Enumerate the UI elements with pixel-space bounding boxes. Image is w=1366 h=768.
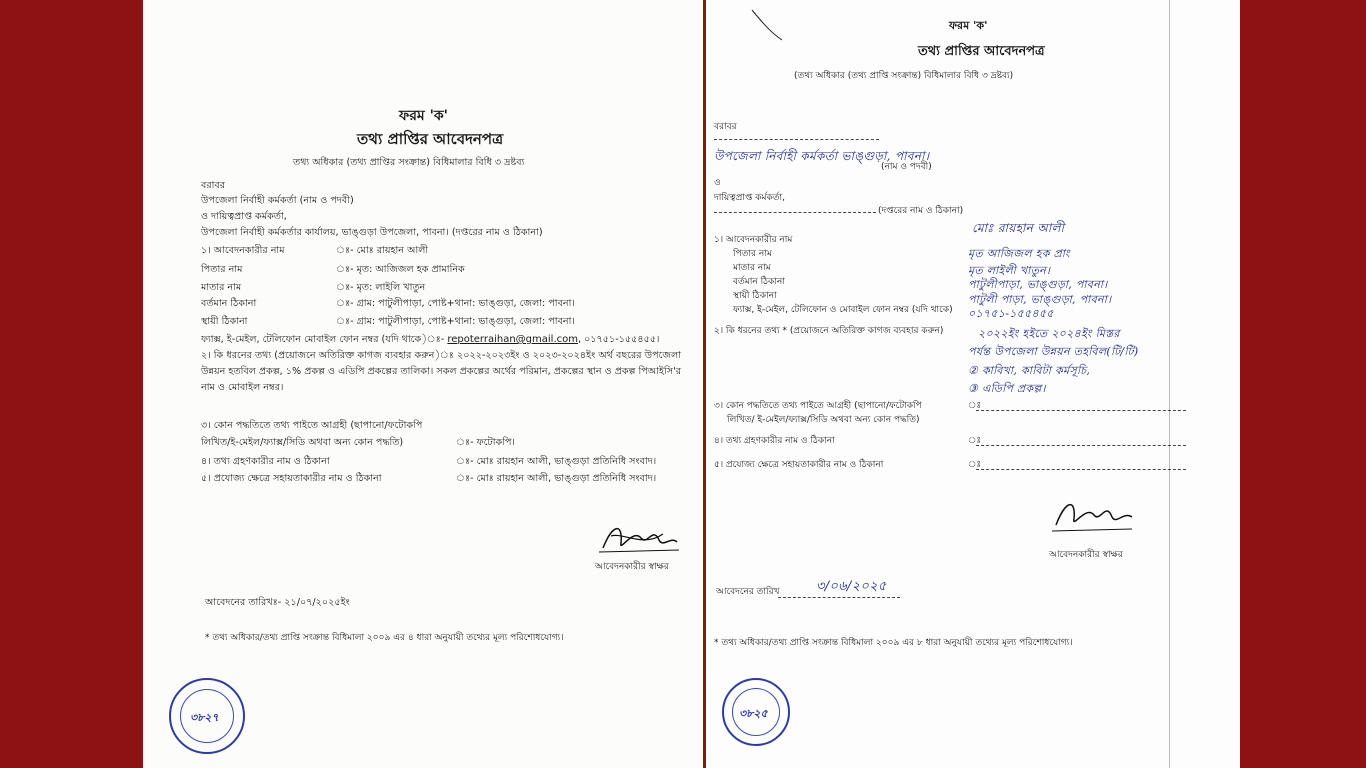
- info-handwritten-line-3: ② কাবিখা, কাবিটা কর্মসূচি,: [968, 364, 1091, 377]
- method-label-line-1: ৩। কোন পদ্ধতিতে তথ্য পাইতে আগ্রহী (ছাপানো/ফটোকপি: [201, 420, 423, 431]
- method-value: ঃ- ফটোকপি।: [456, 437, 515, 448]
- recipient-handwritten: উপজেলা নির্বাহী কর্মকর্তা ভাঙ্গুড়া, পাবনা।: [714, 149, 930, 163]
- father-name-label: পিতার নাম: [733, 249, 772, 259]
- info-handwritten-line-2: পর্যন্ত উপজেলা উন্নয়ন তহবিল(টি/টি): [968, 345, 1139, 358]
- stamp-number: ৩৮২৫: [739, 707, 768, 720]
- method-colon: ঃ: [968, 401, 982, 411]
- receiver-value: ঃ- মোঃ রায়হান আলী, ভাঙ্গুড়া প্রতিনিধি সংবাদ।: [456, 456, 657, 467]
- and-label: ও: [714, 178, 721, 188]
- signature-label: আবেদনকারীর স্বাক্ষর: [595, 562, 669, 572]
- right-application-page: [706, 0, 1240, 768]
- info-handwritten-line-1: ২০২২ইং হইতে ২০২৪ইং মিস্তর: [978, 327, 1120, 340]
- applicant-signature: [1048, 495, 1138, 537]
- mother-name-label: মাতার নাম: [201, 282, 242, 293]
- office-dotted-line: [714, 212, 876, 213]
- info-handwritten-line-4: ③ এডিপি প্রকল্প।: [968, 382, 1046, 395]
- form-title: তথ্য প্রাপ্তির আবেদনপত্র: [357, 130, 504, 148]
- recipient-line-2: ও দায়িত্বপ্রাপ্ত কর্মকর্তা,: [201, 211, 287, 222]
- form-subtitle: তথ্য অধিকার (তথ্য প্রাপ্তির সংক্রান্ত) বিধিমালার বিধি ৩ দ্রষ্টব্য: [293, 157, 525, 168]
- permanent-address-label: স্থায়ী ঠিকানা: [201, 316, 248, 327]
- receiver-dotted-line: [976, 445, 1186, 446]
- present-address-label: বর্তমান ঠিকানা: [201, 298, 257, 309]
- office-stamp: [722, 678, 790, 746]
- recipient-line-1: উপজেলা নির্বাহী কর্মকর্তা (নাম ও পদবী): [201, 195, 354, 206]
- method-label-line-2: লিখিত/ ই-মেইল/ফ্যাক্স/সিডি অথবা অন্য কোন পদ্ধতি): [727, 415, 920, 425]
- stamp-number: ৩৮২৭: [190, 711, 219, 724]
- applicant-name-value: ঃ- মোঃ রায়হান আলী: [336, 245, 429, 256]
- mother-name-handwritten: মৃত লাইলী খাতুন।: [968, 264, 1051, 277]
- present-address-label: বর্তমান ঠিকানা: [733, 277, 785, 287]
- applicant-name-handwritten: মোঃ রায়হান আলী: [972, 221, 1065, 235]
- method-label-line-1: ৩। কোন পদ্ধতিতে তথ্য পাইতে আগ্রহী (ছাপানো/ফটোকপি: [714, 401, 922, 411]
- helper-dotted-line: [976, 469, 1186, 470]
- applicant-signature: [593, 518, 683, 558]
- present-address-handwritten: পাটুলীপাড়া, ভাঙ্গুড়া, পাবনা।: [968, 278, 1108, 291]
- office-label: (দপ্তরের নাম ও ঠিকানা): [878, 206, 964, 216]
- signature-label: আবেদনকারীর স্বাক্ষর: [1049, 550, 1123, 560]
- method-dotted-line: [976, 410, 1186, 411]
- helper-colon: ঃ: [968, 460, 982, 470]
- contact-label: ফ্যাক্স, ই-মেইল, টেলিফোন ও মোবাইল ফোন নম্বর (যদি থাকে): [733, 305, 953, 315]
- receiver-colon: ঃ: [968, 436, 982, 446]
- father-name-label: পিতার নাম: [201, 264, 243, 275]
- permanent-address-value: ঃ- গ্রাম: পাটুলীপাড়া, পোষ্ট+থানা: ভাঙ্গুড়া, জেলা: পাবনা।: [336, 316, 575, 327]
- contact-handwritten: ০১৭৫১-১৫৫৪৫৫: [968, 307, 1054, 320]
- mother-name-label: মাতার নাম: [733, 263, 771, 273]
- recipient-line-3: উপজেলা নির্বাহী কর্মকর্তার কার্যালয়, ভাঙ্গুড়া উপজেলা, পাবনা। (দপ্তরের নাম ও ঠিকানা): [201, 227, 543, 238]
- to-dotted-line: [714, 139, 879, 140]
- contact-label: ফ্যাক্স, ই-মেইল, টেলিফোন মোবাইল ফোন নম্বর (যদি থাকে)ঃ-: [201, 334, 445, 345]
- receiver-label: ৪। তথ্য গ্রহণকারীর নাম ও ঠিকানা: [201, 456, 330, 467]
- info-request-paragraph: ২। কি ধরনের তথ্য (প্রয়োজনে অতিরিক্ত কাগজ ব্যবহার করুন)ঃ ২০২২-২০২৩ইং ও ২০২৩-২০২৪ইং অর্থ বছরের উপজেলা উন্নয়ন হতবিল প্রকল্প, ১% প্রকল্প ও এডিপি প্রকল্পের তালিকা। সকল প্রকল্পের অর্থের পরিমান, প্রকল্পের স্থান ও প্রকল্প পিআইসি'র নাম ও মোবাইল নম্বর।: [201, 350, 681, 393]
- application-date-handwritten: ৩/০৬/২০২৫: [816, 579, 887, 594]
- helper-label: ৫। প্রযোজ্য ক্ষেত্রে সহায়তাকারীর নাম ও ঠিকানা: [714, 460, 884, 470]
- office-stamp: [169, 678, 245, 754]
- helper-value: ঃ- মোঃ রায়হান আলী, ভাঙ্গুড়া প্রতিনিধি সংবাদ।: [456, 473, 657, 484]
- left-application-page: [143, 0, 703, 768]
- footnote: * তথ্য অধিকার/তথ্য প্রাপ্তি সংক্রান্ত বিধিমালা ২০০৯ এর ৮ ধারা অনুযায়ী তথ্যের মূল্য পরিশোধযোগ্য।: [714, 638, 1073, 648]
- footnote: * তথ্য অধিকার/তথ্য প্রাপ্তি সংক্রান্ত বিধিমালা ২০০৯ এর ৪ ধারা অনুযায়ী তথ্যের মূল্য পরিশোধযোগ্য।: [205, 633, 564, 643]
- mother-name-value: ঃ- মৃত: লাইলি খাতুন: [336, 282, 426, 293]
- form-title: তথ্য প্রাপ্তির আবেদনপত্র: [918, 44, 1045, 59]
- permanent-address-label: স্থায়ী ঠিকানা: [733, 291, 777, 301]
- applicant-name-label: ১। আবেদনকারীর নাম: [201, 245, 285, 256]
- page-fold-line: [1169, 0, 1170, 768]
- application-date-label: আবেদনের তারিখ: [716, 587, 780, 597]
- father-name-handwritten: মৃত আজিজল হক প্রাং: [968, 247, 1070, 260]
- info-type-label: ২। কি ধরনের তথ্য * (প্রয়োজনে অতিরিক্ত কাগজ ব্যবহার করুন): [714, 326, 944, 336]
- form-subtitle: (তথ্য অধিকার (তথ্য প্রাপ্তি সংক্রান্ত) বিধিমালার বিধি ৩ দ্রষ্টব্য): [794, 71, 1014, 81]
- father-name-value: ঃ- মৃত: আজিজল হক প্রামানিক: [336, 264, 465, 275]
- present-address-value: ঃ- গ্রাম: পাটুলীপাড়া, পোষ্ট+থানা: ভাঙ্গুড়া, জেলা: পাবনা।: [336, 298, 575, 309]
- application-date: আবেদনের তারিখঃ- ২১/০৭/২০২৫ইং: [205, 597, 350, 608]
- pen-mark: [748, 4, 788, 44]
- officer-label: দায়িত্বপ্রাপ্ত কর্মকর্তা,: [714, 193, 786, 203]
- applicant-name-label: ১। আবেদনকারীর নাম: [714, 235, 793, 245]
- to-label: বরাবর: [714, 122, 737, 132]
- method-label-line-2: লিখিত/ই-মেইল/ফ্যাক্স/সিডি অথবা অন্য কোন পদ্ধতি): [201, 437, 404, 448]
- name-post-label: (নাম ও পদবী): [881, 162, 932, 172]
- receiver-label: ৪। তথ্য গ্রহণকারীর নাম ও ঠিকানা: [714, 436, 835, 446]
- contact-email: repoterraihan@gmail.com: [447, 334, 578, 345]
- permanent-address-handwritten: পাটুলী পাড়া, ভাঙ্গুড়া, পাবনা।: [968, 293, 1112, 306]
- form-label: ফরম 'ক': [399, 108, 448, 124]
- form-label: ফরম 'ক': [949, 19, 988, 32]
- to-label: বরাবর: [201, 180, 226, 191]
- date-dotted-line: [778, 597, 900, 598]
- contact-row: [201, 334, 659, 346]
- helper-label: ৫। প্রযোজ্য ক্ষেত্রে সহায়তাকারীর নাম ও ঠিকানা: [201, 473, 382, 484]
- contact-phone: , ০১৭৫১-১৫৫৪৫৫।: [577, 334, 660, 345]
